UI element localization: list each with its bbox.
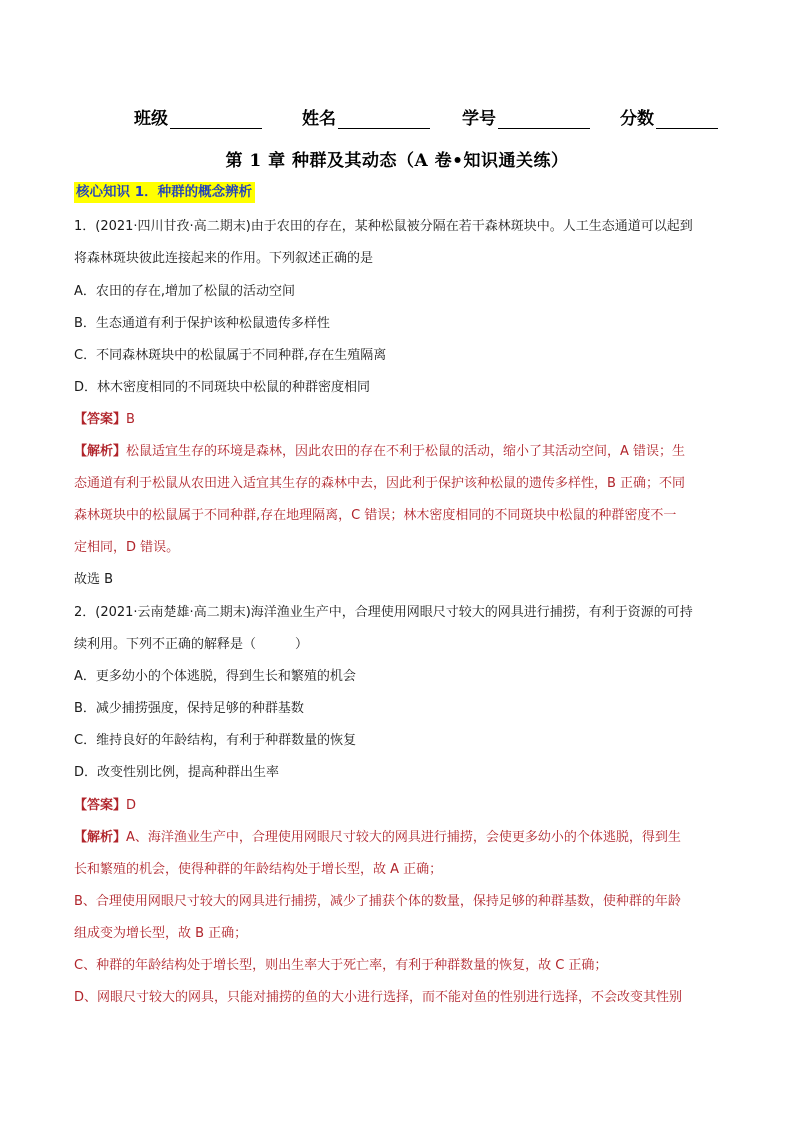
q1-option-b: B．生态通道有利于保护该种松鼠遗传多样性 — [74, 316, 330, 331]
q1-analysis-line-2: 态通道有利于松鼠从农田进入适宜其生存的森林中去，因此利于保护该种松鼠的遗传多样性，B 正确；不同 — [74, 476, 686, 491]
q2-option-b: B．减少捕捞强度，保持足够的种群基数 — [74, 701, 304, 716]
q1-answer — [74, 411, 135, 429]
q2-option-c: C．维持良好的年龄结构，有利于种群数量的恢复 — [74, 733, 357, 748]
q2-answer-value: D — [126, 798, 137, 813]
q1-conclusion: 故选 B — [74, 572, 114, 587]
score-field — [620, 104, 718, 129]
q1-analysis-line-1 — [74, 443, 685, 461]
q1-option-d: D．林木密度相同的不同斑块中松鼠的种群密度相同 — [74, 380, 371, 395]
q2-analysis-line-4: 组成变为增长型，故 B 正确； — [74, 926, 248, 941]
q2-analysis-line-2: 长和繁殖的机会，使得种群的年龄结构处于增长型，故 A 正确； — [74, 862, 443, 877]
name-field — [302, 104, 430, 129]
id-field — [462, 104, 590, 129]
q2-analysis-line-6: D、网眼尺寸较大的网具，只能对捕捞的鱼的大小进行选择，而不能对鱼的性别进行选择，不会改变其性别 — [74, 990, 683, 1005]
name-label: 姓名 — [302, 109, 336, 129]
q1-analysis-text-1: 松鼠适宜生存的环境是森林，因此农田的存在不利于松鼠的活动，缩小了其活动空间，A 错误；生 — [126, 444, 686, 459]
q2-analysis-tag: 【解析】 — [74, 830, 127, 845]
section-heading: 核心知识 1．种群的概念辨析 — [74, 182, 255, 203]
score-blank[interactable] — [656, 110, 718, 129]
q2-analysis-text-1: A、海洋渔业生产中，合理使用网眼尺寸较大的网具进行捕捞，会使更多幼小的个体逃脱，得到生 — [126, 830, 681, 845]
q2-stem-line-1: 2．(2021·云南楚雄·高二期末)海洋渔业生产中，合理使用网眼尺寸较大的网具进行捕捞，有利于资源的可持 — [74, 605, 693, 620]
q2-stem-line-2: 续利用。下列不正确的解释是（ ） — [74, 637, 309, 652]
class-blank[interactable] — [170, 110, 262, 129]
q1-analysis-line-4: 定相同，D 错误。 — [74, 540, 180, 555]
q2-answer-tag: 【答案】 — [74, 798, 127, 813]
score-label: 分数 — [620, 109, 654, 129]
id-blank[interactable] — [498, 110, 590, 129]
q2-analysis-line-3: B、合理使用网眼尺寸较大的网具进行捕捞，减少了捕获个体的数量，保持足够的种群基数，使种群的年龄 — [74, 894, 681, 909]
q1-answer-tag: 【答案】 — [74, 412, 127, 427]
q1-analysis-line-3: 森林斑块中的松鼠属于不同种群,存在地理隔离，C 错误；林木密度相同的不同斑块中松鼠的种群密度不一 — [74, 508, 677, 523]
class-field — [134, 104, 262, 129]
name-blank[interactable] — [338, 110, 430, 129]
q2-analysis-line-1 — [74, 829, 681, 847]
q2-option-a: A．更多幼小的个体逃脱，得到生长和繁殖的机会 — [74, 669, 356, 684]
q1-option-a: A．农田的存在,增加了松鼠的活动空间 — [74, 284, 296, 299]
q2-analysis-line-5: C、种群的年龄结构处于增长型，则出生率大于死亡率，有利于种群数量的恢复，故 C 正确； — [74, 958, 608, 973]
page-title: 第 1 章 种群及其动态（A 卷•知识通关练） — [225, 151, 569, 171]
student-info-row — [130, 104, 730, 130]
q1-stem-line-1: 1．(2021·四川甘孜·高二期末)由于农田的存在，某种松鼠被分隔在若干森林斑块中。人工生态通道可以起到 — [74, 219, 693, 234]
q1-analysis-tag: 【解析】 — [74, 444, 127, 459]
q1-answer-value: B — [126, 412, 135, 427]
id-label: 学号 — [462, 109, 496, 129]
q2-answer — [74, 797, 136, 815]
class-label: 班级 — [134, 109, 168, 129]
q1-option-c: C．不同森林斑块中的松鼠属于不同种群,存在生殖隔离 — [74, 348, 387, 363]
q2-option-d: D．改变性别比例，提高种群出生率 — [74, 765, 280, 780]
q1-stem-line-2: 将森林斑块彼此连接起来的作用。下列叙述正确的是 — [74, 251, 374, 266]
